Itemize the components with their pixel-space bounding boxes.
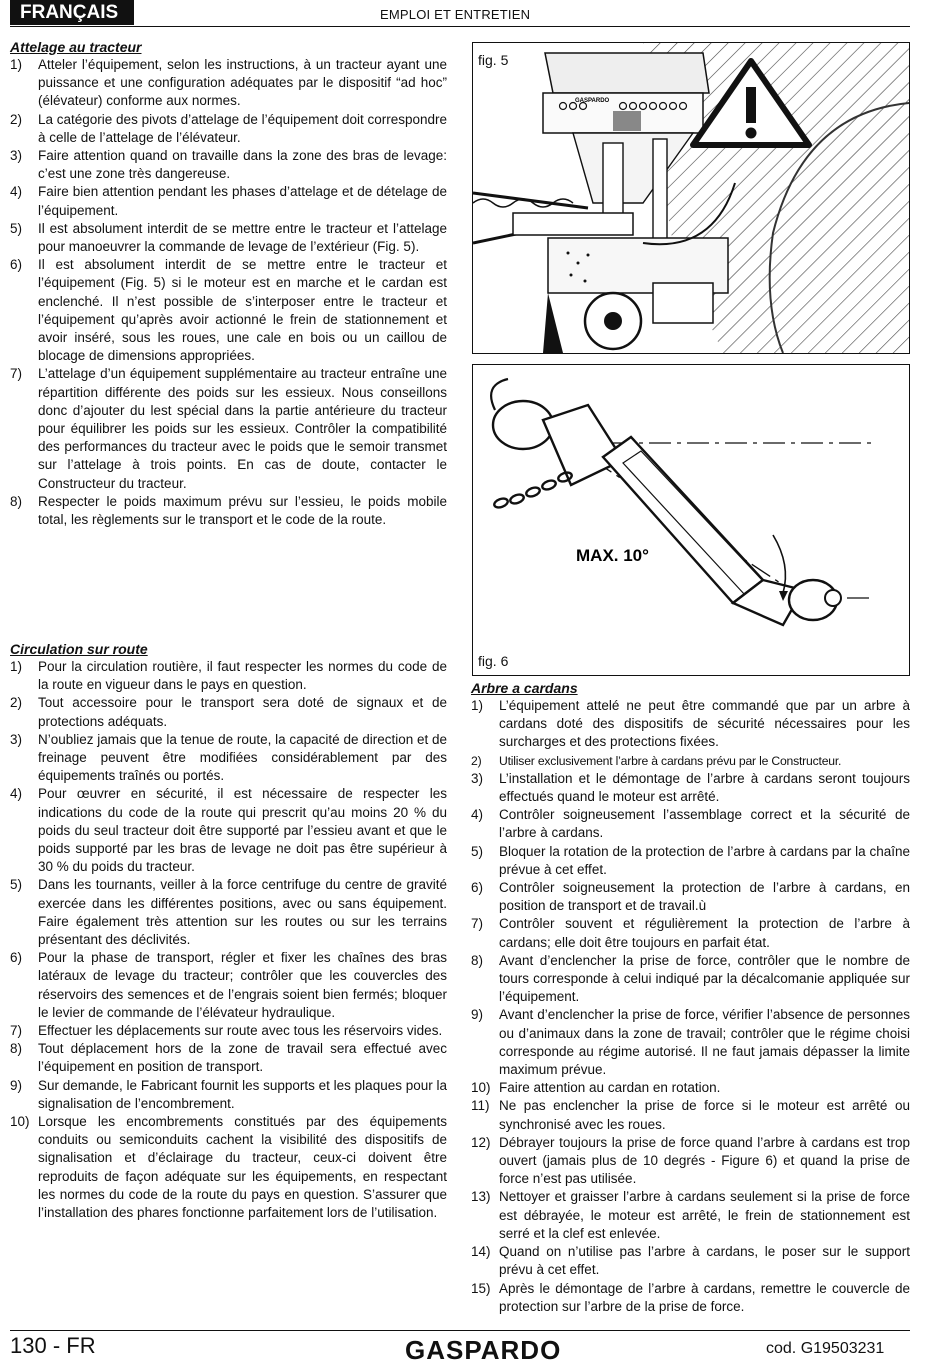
list-item-number: 13) xyxy=(471,1189,491,1205)
list-item-number: 15) xyxy=(471,1280,491,1296)
section-title-attelage: Attelage au tracteur xyxy=(10,39,142,55)
list-item xyxy=(10,493,447,529)
list-item-text: Ne pas enclencher la prise de force si le moteur est arrêté ou synchronisé avec les roues. xyxy=(499,1098,910,1132)
list-item xyxy=(471,1097,910,1133)
footer-rule xyxy=(10,1330,910,1331)
list-item-number: 3) xyxy=(471,770,484,786)
list-item xyxy=(471,1188,910,1243)
list-item xyxy=(471,770,910,806)
list-item-text: Pour la phase de transport, régler et fixer les chaînes des bras latéraux de levage du tracteur; contrôler que les couvercles des réservoirs des semences et de l’engrais soient bien fermés; bloquer le levier de commande de l’élévateur hydraulique. xyxy=(38,950,447,1020)
list-item-number: 1) xyxy=(10,659,23,674)
list-item-number: 7) xyxy=(10,366,23,382)
list-item-number: 6) xyxy=(471,880,484,896)
list-item-number: 12) xyxy=(471,1134,491,1150)
list-item-text: Contrôler soigneusement l’assemblage correct et la sécurité de l’arbre à cardans. xyxy=(499,807,910,841)
list-item-number: 1) xyxy=(10,57,23,72)
cardan-shaft-illustration xyxy=(473,365,909,675)
list-item-text: N’oubliez jamais que la tenue de route, la capacité de direction et de freinage peuvent être modifiées considérablement par des équipements traînés ou portés. xyxy=(38,731,448,784)
list-item-number: 11) xyxy=(471,1098,490,1114)
max-angle-annotation: MAX. 10° xyxy=(576,546,649,565)
list-item xyxy=(471,879,910,915)
list-item-text: Effectuer les déplacements sur route avec tous les réservoirs vides. xyxy=(38,1023,443,1039)
list-item-number: 14) xyxy=(471,1244,491,1260)
section-attelage xyxy=(10,38,447,529)
list-item-number: 2) xyxy=(10,695,23,711)
list-item xyxy=(471,806,910,842)
language-tag: FRANÇAIS xyxy=(10,0,134,25)
list-item-number: 2) xyxy=(10,111,23,127)
list-item xyxy=(10,731,447,786)
list-item xyxy=(10,56,447,111)
list-item xyxy=(10,1040,447,1076)
list-item-text: Pour la circulation routière, il faut respecter les normes du code de la route en vigueur dans le pays en question. xyxy=(38,659,447,693)
list-item-number: 3) xyxy=(10,148,23,164)
list-item-number: 5) xyxy=(10,877,23,893)
list-item-number: 5) xyxy=(10,220,23,236)
section-title-circulation: Circulation sur route xyxy=(10,641,148,657)
list-item-number: 3) xyxy=(10,731,23,747)
list-item-text: L’installation et le démontage de l’arbre à cardans seront toujours effectués quand le moteur est arrêté. xyxy=(499,770,910,805)
list-item-number: 9) xyxy=(10,1077,23,1093)
list-item-text: Sur demande, le Fabricant fournit les supports et les plaques pour la signalisation de l’encombrement. xyxy=(38,1077,447,1111)
list-item xyxy=(10,111,447,147)
list-item-number: 9) xyxy=(471,1007,484,1023)
list-item-text: Tout accessoire pour le transport sera doté de signaux et de protections adéquats. xyxy=(38,695,447,729)
list-item xyxy=(10,1077,447,1113)
list-item-number: 10) xyxy=(471,1080,491,1096)
circulation-list xyxy=(10,658,447,1222)
brand-logo: GASPARDO xyxy=(405,1335,562,1365)
list-item xyxy=(471,1280,910,1316)
list-item-text: Dans les tournants, veiller à la force centrifuge du centre de gravité exercée dans les différentes positions, avec ou sans équipement. Faire également très attention sur les routes ou sur les terrains présentant des déclivités. xyxy=(38,877,447,948)
list-item xyxy=(10,785,447,876)
list-item-number: 5) xyxy=(471,843,484,859)
list-item-number: 4) xyxy=(10,184,23,200)
list-item-text: La catégorie des pivots d’attelage de l’équipement doit correspondre à celle de l’attelage de l’élévateur. xyxy=(38,111,448,145)
list-item xyxy=(10,220,447,256)
list-item xyxy=(10,1113,447,1222)
list-item-text: Utiliser exclusivement l’arbre à cardans prévu par le Constructeur. xyxy=(499,753,842,768)
list-item xyxy=(10,147,447,183)
list-item xyxy=(471,697,910,752)
list-item-text: Atteler l’équipement, selon les instructions, à un tracteur ayant une puissance et une configuration adéquates par le dispositif “ad hoc” (élévateur) conforme aux normes. xyxy=(38,57,447,109)
list-item-number: 6) xyxy=(10,257,23,273)
list-item-number: 6) xyxy=(10,950,23,966)
list-item xyxy=(10,876,447,949)
list-item-text: Faire attention quand on travaille dans la zone des bras de levage: c’est une zone très dangereuse. xyxy=(38,148,447,182)
list-item xyxy=(10,1022,447,1040)
list-item xyxy=(10,694,447,730)
section-circulation xyxy=(10,640,447,1222)
list-item-text: Respecter le poids maximum prévu sur l’essieu, le poids mobile total, les règlements sur le transport et le code de la route. xyxy=(38,493,447,528)
list-item-text: Il est absolument interdit de se mettre entre le tracteur et l’équipement (Fig. 5) si le moteur est en marche et le cardan est enclenché. Il n’est possible de s’interposer entre le tracteur et l’équipement qu’après avoir actionné le frein de stationnement et avoir inséré, sous les roues, une cale en bois ou un caillou de blocage de dimensions appropriées. xyxy=(38,257,447,364)
list-item-number: 4) xyxy=(471,807,484,823)
list-item xyxy=(10,949,447,1022)
cardans-list xyxy=(471,697,910,1316)
section-cardans xyxy=(471,679,910,1316)
list-item-number: 8) xyxy=(10,1041,23,1057)
header-title: EMPLOI ET ENTRETIEN xyxy=(380,7,531,22)
list-item xyxy=(471,1006,910,1079)
attelage-list xyxy=(10,56,447,529)
list-item-text: Tout déplacement hors de la zone de travail sera effectué avec l’équipement en position de transport. xyxy=(38,1041,447,1075)
list-item-number: 1) xyxy=(471,698,484,713)
seeder-hitch-illustration xyxy=(473,43,909,353)
list-item-text: Avant d’enclencher la prise de force, contrôler que le nombre de tours corresponde à celui indiqué par la décalcomanie appliquée sur l’équipement. xyxy=(499,952,910,1005)
list-item-number: 8) xyxy=(10,493,23,509)
list-item-text: Pour œuvrer en sécurité, il est nécessaire de respecter les indications du code de la route qui prescrit qu’au moins 20 % du poids du seul tracteur doit être supporté par l’essieu avant et que le poids supporté par les bras de levage ne doit pas être supérieur à 30 % du poids du tracteur. xyxy=(38,786,447,875)
list-item-text: L’attelage d’un équipement supplémentaire au tracteur entraîne une répartition différente des poids sur les essieux. Nous conseillons donc d’ajouter du lest spécial dans la partie antérieure du tracteur pour équilibrer les poids sur les essieux. Contrôler la compatibilité des performances du tracteur avec le poids que le semoir transmet sur l’attelage à trois points. En cas de doute, contacter le Constructeur du tracteur. xyxy=(38,366,447,491)
list-item-text: Nettoyer et graisser l’arbre à cardans seulement si la prise de force est débrayée, le moteur est arrêté, le frein de stationnement est serré et la clef est enlevée. xyxy=(499,1189,910,1241)
list-item-text: Débrayer toujours la prise de force quand l’arbre à cardans est trop ouvert (jamais plus de 10 degrés - Figure 6) et quand la prise de force n’est pas utilisée. xyxy=(499,1134,910,1187)
list-item-text: Avant d’enclencher la prise de force, vérifier l’absence de personnes ou d’animaux dans la zone de travail; contrôler que le régime choisi corresponde au régime autorisé. Il ne faut jamais dépasser la limite maximum prévue. xyxy=(499,1007,910,1078)
list-item xyxy=(471,752,910,770)
section-title-cardans: Arbre a cardans xyxy=(471,680,578,696)
document-code: cod. G19503231 xyxy=(766,1340,885,1357)
list-item-text: Il est absolument interdit de se mettre entre le tracteur et l’attelage pour manoeuvrer la commande de levage de l’extérieur (Fig. 5). xyxy=(38,220,447,255)
list-item xyxy=(471,1134,910,1189)
list-item xyxy=(10,183,447,219)
list-item-text: Faire bien attention pendant les phases d’attelage et de dételage de l’équipement. xyxy=(38,184,447,218)
list-item xyxy=(10,365,447,492)
list-item-text: Bloquer la rotation de la protection de l’arbre à cardans par la chaîne prévue à cet effet. xyxy=(499,843,910,877)
list-item-number: 10) xyxy=(10,1114,30,1130)
list-item-number: 2) xyxy=(471,753,482,768)
list-item-text: L’équipement attelé ne peut être commandé que par un arbre à cardans doté des dispositifs de sécurité nécessaires pour les surcharges et des protections fixées. xyxy=(499,698,910,750)
list-item xyxy=(471,843,910,879)
list-item-number: 4) xyxy=(10,786,23,802)
list-item xyxy=(471,915,910,951)
list-item xyxy=(10,658,447,694)
list-item-number: 8) xyxy=(471,952,484,968)
page-number: 130 - FR xyxy=(10,1333,96,1358)
list-item-text: Contrôler soigneusement la protection de l’arbre à cardans, en position de transport et de travail.ù xyxy=(499,880,910,914)
list-item xyxy=(471,952,910,1007)
list-item-number: 7) xyxy=(471,916,484,932)
header-rule xyxy=(10,26,910,27)
list-item-text: Lorsque les encombrements constitués par des équipements conduits ou semiconduits cachent la visibilité des dispositifs de signalisation et d’éclairage du tracteur, ceux-ci doivent être reproduits de façon adéquate sur les équipements, en respectant les normes du code de la route du pays en question. S’assurer que l’installation des phares fonctionne parfaitement lors de l’utilisation. xyxy=(38,1114,447,1221)
list-item-text: Quand on n’utilise pas l’arbre à cardans, le poser sur le support prévu à cet effet. xyxy=(499,1244,910,1278)
list-item-number: 7) xyxy=(10,1023,23,1039)
list-item-text: Contrôler souvent et régulièrement la protection de l’arbre à cardans; elle doit être toujours en parfait état. xyxy=(499,916,910,950)
figure-6 xyxy=(472,364,910,676)
figure-6-label: fig. 6 xyxy=(478,653,509,669)
figure-5 xyxy=(472,42,910,354)
list-item xyxy=(10,256,447,365)
list-item-text: Après le démontage de l’arbre à cardans, remettre le couvercle de protection sur l’arbre de la prise de force. xyxy=(499,1280,910,1314)
figure-5-label: fig. 5 xyxy=(478,52,509,68)
list-item xyxy=(471,1079,910,1097)
list-item-text: Faire attention au cardan en rotation. xyxy=(499,1080,721,1096)
hopper-brand-text: GASPARDO xyxy=(575,98,610,104)
list-item xyxy=(471,1243,910,1279)
